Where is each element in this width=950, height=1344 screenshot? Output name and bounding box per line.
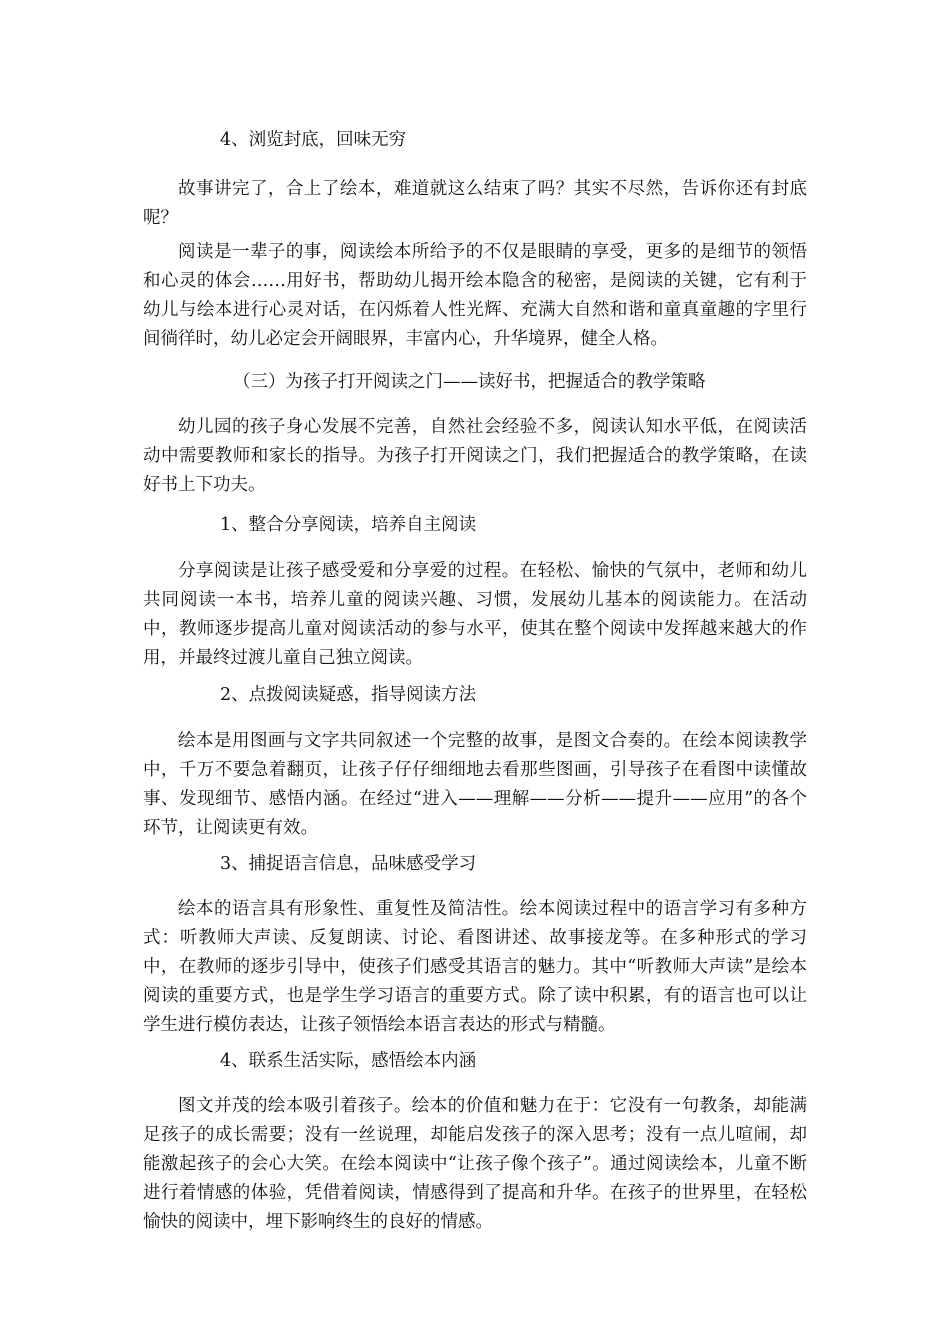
section-heading-life-connection: 4、联系生活实际，感悟绘本内涵 xyxy=(220,1051,477,1071)
paragraph-shared-reading: 分享阅读是让孩子感受爱和分享爱的过程。在轻松、愉快的气氛中，老师和幼儿共同阅读一本书，培养儿童的阅读兴趣、习惯，发展幼儿基本的阅读能力。在活动中，教师逐步提高儿童对阅读活动的参与水平，使其在整个阅读中发挥越来越大的作用，并最终过渡儿童自己独立阅读。 xyxy=(143,561,807,668)
section-heading-reading-methods: 2、点拨阅读疑惑，指导阅读方法 xyxy=(220,685,477,705)
paragraph-picture-book-value: 图文并茂的绘本吸引着孩子。绘本的价值和魅力在于：它没有一句教条，却能满足孩子的成长需要；没有一丝说理，却能启发孩子的深入思考；没有一点儿喧闹，却能激起孩子的会心大笑。在绘本阅读中“让孩子像个孩子”。通过阅读绘本，儿童不断进行着情感的体验，凭借着阅读，情感得到了提高和升华。在孩子的世界里，在轻松愉快的阅读中，埋下影响终生的良好的情感。 xyxy=(143,1096,807,1232)
section-heading-shared-reading: 1、整合分享阅读，培养自主阅读 xyxy=(220,515,477,535)
paragraph-picture-book-reading: 绘本是用图画与文字共同叙述一个完整的故事，是图文合奏的。在绘本阅读教学中，千万不要急着翻页，让孩子仔仔细细地去看那些图画，引导孩子在看图中读懂故事、发现细节、感悟内涵。在经过“进入——理解——分析——提升——应用”的各个环节，让阅读更有效。 xyxy=(143,731,807,838)
section-heading-language-learning: 3、捕捉语言信息，品味感受学习 xyxy=(220,854,477,874)
paragraph-back-cover: 故事讲完了，合上了绘本，难道就这么结束了吗？其实不尽然，告诉你还有封底呢？ xyxy=(143,179,807,228)
paragraph-language-features: 绘本的语言具有形象性、重复性及简洁性。绘本阅读过程中的语言学习有多种方式：听教师大声读、反复朗读、讨论、看图讲述、故事接龙等。在多种形式的学习中，在教师的逐步引导中，使孩子们感受其语言的魅力。其中“听教师大声读”是绘本阅读的重要方式，也是学生学习语言的重要方式。除了读中积累，有的语言也可以让学生进行模仿表达，让孩子领悟绘本语言表达的形式与精髓。 xyxy=(143,899,807,1035)
section-heading-open-reading-door: （三）为孩子打开阅读之门——读好书，把握适合的教学策略 xyxy=(233,372,706,392)
section-heading-browse-back-cover: 4、浏览封底，回味无穷 xyxy=(220,130,407,150)
paragraph-kindergarten-guidance: 幼儿园的孩子身心发展不完善，自然社会经验不多，阅读认知水平低，在阅读活动中需要教师和家长的指导。为孩子打开阅读之门，我们把握适合的教学策略，在读好书上下功夫。 xyxy=(143,417,807,495)
paragraph-reading-lifelong: 阅读是一辈子的事，阅读绘本所给予的不仅是眼睛的享受，更多的是细节的领悟和心灵的体会……用好书，帮助幼儿揭开绘本隐含的秘密，是阅读的关键，它有利于幼儿与绘本进行心灵对话，在闪烁着人性光辉、充满大自然和谐和童真童趣的字里行间徜徉时，幼儿必定会开阔眼界，丰富内心，升华境界，健全人格。 xyxy=(143,242,807,349)
